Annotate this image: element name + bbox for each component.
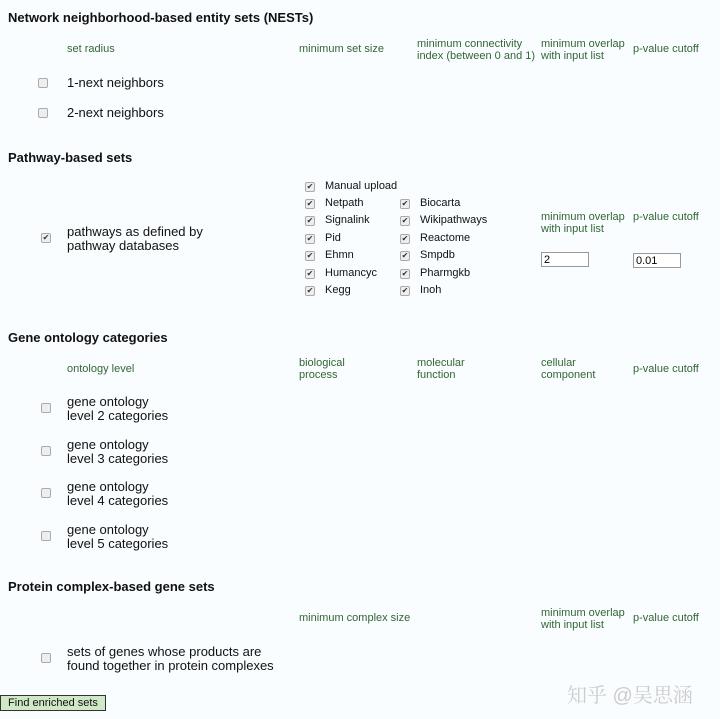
pathway-overlap-input[interactable] bbox=[541, 252, 589, 267]
db-checkbox[interactable]: ✔ bbox=[306, 286, 314, 295]
go-level-checkbox[interactable] bbox=[41, 488, 51, 498]
db-label: Smpdb bbox=[420, 249, 455, 262]
db-checkbox[interactable]: ✔ bbox=[306, 251, 314, 261]
db-checkbox[interactable]: ✔ bbox=[306, 268, 314, 278]
manual-upload-label: Manual upload bbox=[325, 180, 398, 192]
manual-upload-checkbox[interactable]: ✔ bbox=[306, 182, 314, 191]
pathway-title: Pathway-based sets bbox=[8, 150, 133, 165]
db-checkbox[interactable]: ✔ bbox=[401, 286, 409, 295]
header-set-radius: set radius bbox=[67, 43, 115, 55]
header-biological-process: biological process bbox=[299, 357, 345, 381]
db-label: Pharmgkb bbox=[420, 266, 471, 279]
complex-title: Protein complex-based gene sets bbox=[8, 579, 215, 594]
go-title: Gene ontology categories bbox=[8, 330, 168, 345]
db-label: Pid bbox=[325, 231, 341, 244]
header-min-overlap: minimum overlap with input list bbox=[541, 38, 625, 62]
header-min-complex-size: minimum complex size bbox=[299, 612, 411, 624]
pathway-overlap-label: minimum overlap with input list bbox=[541, 211, 625, 235]
db-label: Netpath bbox=[325, 197, 364, 209]
go-level-checkbox[interactable] bbox=[41, 403, 51, 413]
complex-label: sets of genes whose products are found together in protein complexes bbox=[67, 644, 274, 673]
pathway-label: pathways as defined by pathway databases bbox=[67, 224, 203, 253]
go-level-label: gene ontology level 2 categories bbox=[67, 394, 169, 423]
go-level-label: gene ontology level 3 categories bbox=[67, 436, 169, 466]
header-complex-overlap: minimum overlap with input list bbox=[541, 607, 625, 631]
db-label: Humancyc bbox=[325, 266, 377, 279]
watermark: 知乎 @吴思涵 bbox=[567, 685, 693, 707]
header-go-pvalue: p-value cutoff bbox=[633, 363, 699, 375]
db-checkbox[interactable]: ✔ bbox=[306, 199, 314, 208]
db-label: Ehmn bbox=[325, 249, 354, 262]
db-checkbox[interactable]: ✔ bbox=[401, 233, 409, 243]
header-molecular-function: molecular function bbox=[417, 357, 465, 381]
nests-title: Network neighborhood-based entity sets (NESTs) bbox=[8, 10, 314, 25]
db-checkbox[interactable]: ✔ bbox=[306, 216, 314, 226]
db-label: Kegg bbox=[325, 284, 351, 296]
header-ontology-level: ontology level bbox=[67, 363, 135, 375]
db-label: Biocarta bbox=[420, 197, 461, 209]
db-label: Reactome bbox=[420, 231, 471, 244]
nest-1-label: 1-next neighbors bbox=[67, 75, 164, 90]
db-label: Inoh bbox=[420, 284, 442, 296]
db-checkbox[interactable]: ✔ bbox=[401, 216, 409, 226]
find-enriched-sets-button[interactable]: Find enriched sets bbox=[0, 695, 106, 711]
go-level-checkbox[interactable] bbox=[41, 446, 51, 456]
header-cellular-component: cellular component bbox=[541, 357, 596, 381]
pathway-pvalue-input[interactable] bbox=[633, 253, 681, 268]
db-label: Signalink bbox=[325, 214, 370, 227]
header-pvalue: p-value cutoff bbox=[633, 43, 699, 55]
pathway-pvalue-label: p-value cutoff bbox=[633, 211, 699, 223]
nest-2-label: 2-next neighbors bbox=[67, 105, 164, 120]
nest-1-checkbox[interactable] bbox=[38, 78, 48, 88]
header-min-connectivity: minimum connectivity index (between 0 and 1) bbox=[417, 38, 536, 62]
db-checkbox[interactable]: ✔ bbox=[306, 233, 314, 243]
pathway-checkbox[interactable]: ✔ bbox=[42, 233, 50, 242]
db-checkbox[interactable]: ✔ bbox=[401, 199, 409, 208]
go-level-checkbox[interactable] bbox=[41, 531, 51, 541]
nest-2-checkbox[interactable] bbox=[38, 108, 48, 118]
go-level-label: gene ontology level 5 categories bbox=[67, 521, 169, 551]
header-complex-pvalue: p-value cutoff bbox=[633, 612, 699, 624]
header-min-set-size: minimum set size bbox=[299, 43, 384, 55]
db-checkbox[interactable]: ✔ bbox=[401, 268, 409, 278]
db-checkbox[interactable]: ✔ bbox=[401, 251, 409, 261]
db-label: Wikipathways bbox=[420, 214, 488, 227]
complex-checkbox[interactable] bbox=[41, 653, 51, 663]
go-level-label: gene ontology level 4 categories bbox=[67, 479, 169, 508]
